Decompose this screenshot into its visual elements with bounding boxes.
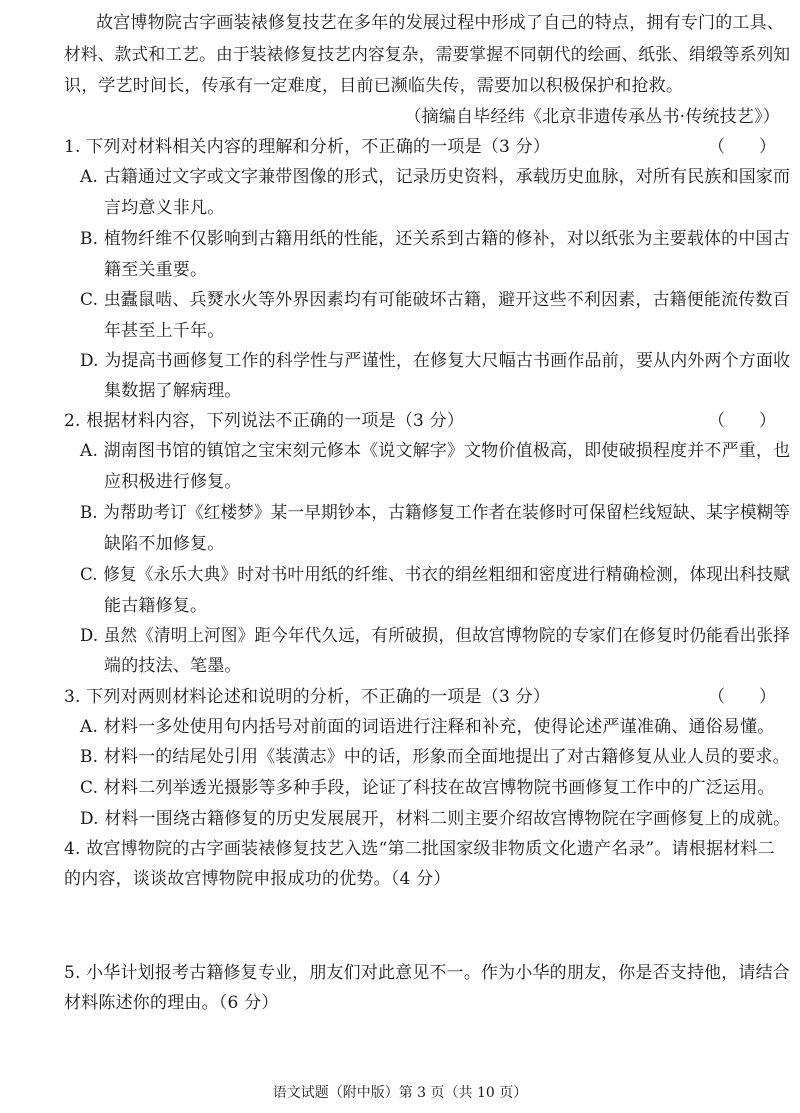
answer-bracket: （ ）: [708, 411, 776, 431]
option-b-cont: 籍至关重要。: [104, 260, 208, 280]
option-d: D. 虽然《清明上河图》距今年代久远，有所破损，但故宫博物院的专家们在修复时仍能看出张择: [80, 626, 790, 646]
option-a: A. 湖南图书馆的镇馆之宝宋刻元修本《说文解字》文物价值极高，即使破损程度并不严重，也: [80, 441, 791, 461]
option-a: A. 材料一多处使用句内括号对前面的词语进行注释和补充，使得论述严谨准确、通俗易懂。: [80, 717, 775, 737]
intro-line: 识，学艺时间长，传承有一定难度，目前已濒临失传，需要加以积极保护和抢救。: [64, 76, 684, 96]
option-c-cont: 能古籍修复。: [104, 596, 208, 616]
intro-line: 材料、款式和工艺。由于装裱修复技艺内容复杂，需要掌握不同朝代的绘画、纸张、绢缎等系列知: [64, 45, 791, 65]
option-a-cont: 言均意义非凡。: [104, 198, 225, 218]
question-3-stem: 3. 下列对两则材料论述和说明的分析，不正确的一项是（3 分）: [64, 687, 551, 707]
option-b: B. 为帮助考订《红楼梦》某一早期钞本，古籍修复工作者在装修时可保留栏线短缺、某字模糊等: [80, 503, 791, 523]
option-c-cont: 年甚至上千年。: [104, 321, 225, 341]
question-1-stem: 1. 下列对材料相关内容的理解和分析，不正确的一项是（3 分）: [64, 137, 551, 157]
option-d-cont: 集数据了解病理。: [104, 381, 242, 401]
question-2-stem: 2. 根据材料内容，下列说法不正确的一项是（3 分）: [64, 411, 465, 431]
option-c: C. 材料二列举透光摄影等多种手段，论证了科技在故宫博物院书画修复工作中的广泛运用。: [80, 778, 775, 798]
question-5-stem: 5. 小华计划报考古籍修复专业，朋友们对此意见不一。作为小华的朋友，你是否支持他，请结合: [64, 963, 790, 983]
source-citation: （摘编自毕经纬《北京非遗传承丛书·传统技艺》）: [404, 107, 780, 127]
intro-line: 故宫博物院古字画装裱修复技艺在多年的发展过程中形成了自己的特点，拥有专门的工具、: [96, 13, 784, 33]
option-a-cont: 应积极进行修复。: [104, 472, 242, 492]
option-d-cont: 端的技法、笔墨。: [104, 656, 242, 676]
option-a: A. 古籍通过文字或文字兼带图像的形式，记录历史资料，承载历史血脉，对所有民族和国家而: [80, 167, 791, 187]
option-c: C. 修复《永乐大典》时对书叶用纸的纤维、书衣的绢丝粗细和密度进行精确检测，体现出科技赋: [80, 565, 791, 585]
answer-bracket: （ ）: [708, 137, 776, 157]
question-4-stem-cont: 的内容，谈谈故宫博物院申报成功的优势。（4 分）: [64, 869, 451, 889]
question-4-stem: 4. 故宫博物院的古字画装裱修复技艺入选“第二批国家级非物质文化遗产名录”。请根据材料二: [64, 839, 775, 859]
option-d: D. 为提高书画修复工作的科学性与严谨性，在修复大尺幅古书画作品前，要从内外两个方面收: [80, 351, 791, 371]
option-b-cont: 缺陷不加修复。: [104, 534, 225, 554]
option-c: C. 虫蠹鼠啮、兵燹水火等外界因素均有可能破坏古籍，避开这些不利因素，古籍便能流传数百: [80, 290, 790, 310]
answer-bracket: （ ）: [708, 687, 776, 707]
question-5-stem-cont: 材料陈述你的理由。（6 分）: [64, 993, 279, 1013]
option-b: B. 植物纤维不仅影响到古籍用纸的性能，还关系到古籍的修补，对以纸张为主要载体的中国古: [80, 229, 790, 249]
page-footer: 语文试题（附中版）第 3 页（共 10 页）: [272, 1085, 528, 1101]
option-b: B. 材料一的结尾处引用《装潢志》中的话，形象而全面地提出了对古籍修复从业人员的要求。: [80, 747, 790, 767]
option-d: D. 材料一围绕古籍修复的历史发展展开，材料二则主要介绍故宫博物院在字画修复上的成就。: [80, 809, 791, 829]
